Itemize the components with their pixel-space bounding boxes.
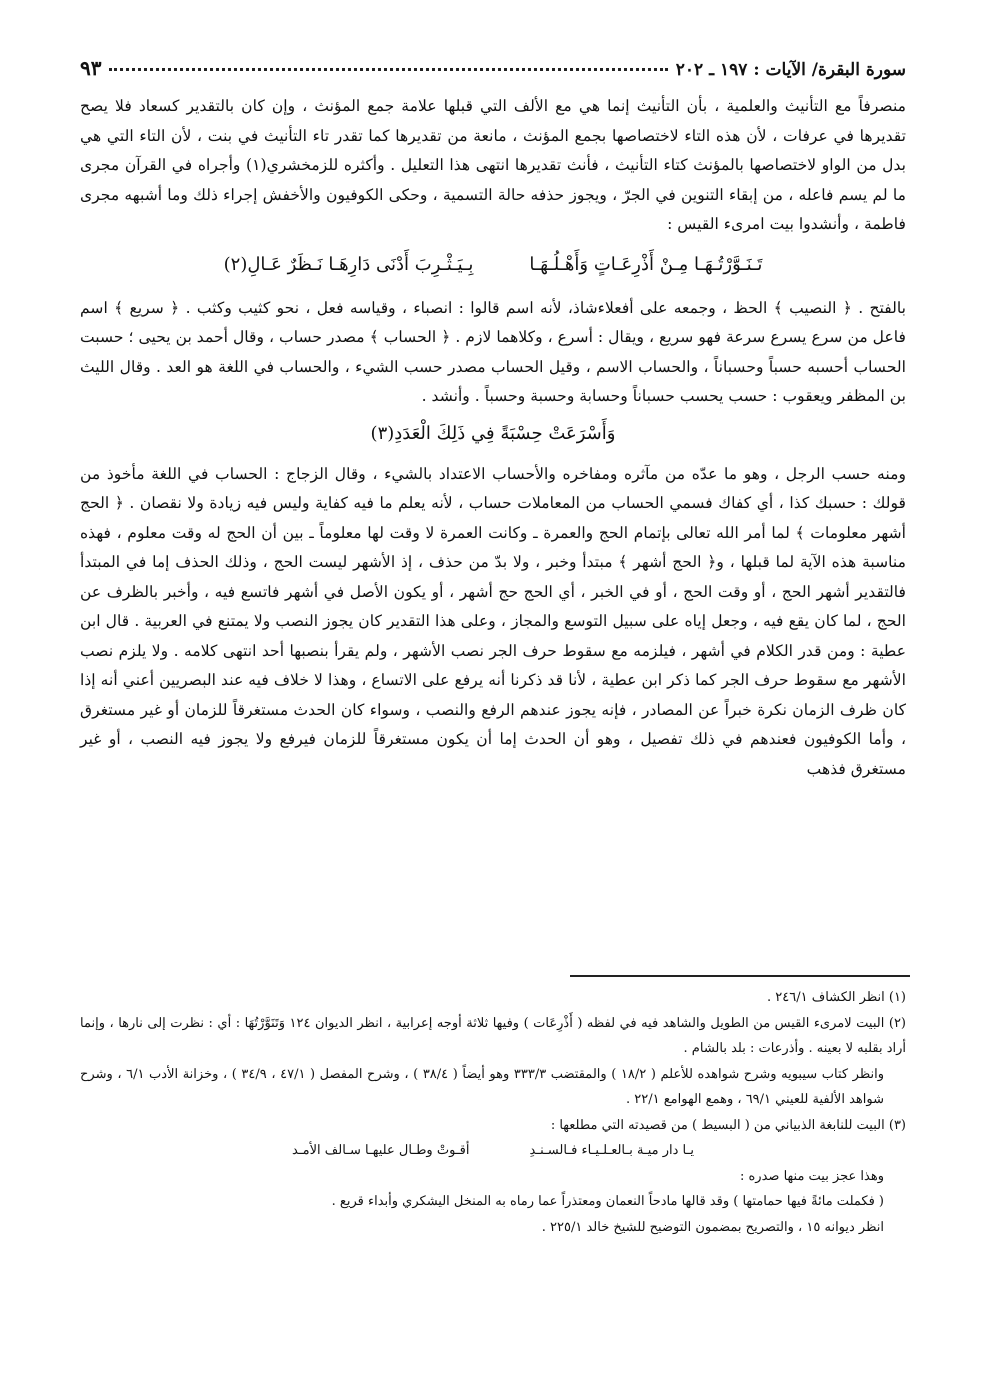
poetry-verse-2: وَأَسْرَعَتْ حِسْبَةً فِي ذَلِكَ الْعَدَدِ(٣) <box>370 422 616 444</box>
footnote-3-verse-first: يـا دار ميـة بـالعـلـيـاء فـالسـنـدِ <box>529 1143 694 1158</box>
footnote-3: (٣) البيت للنابغة الذبياني من ( البسيط ) من قصيدته التي مطلعها : <box>550 1117 906 1133</box>
verse-1-first-hemistich: تَـنَـوَّرْتُـهَـا مِـنْ أَذْرِعَـاتٍ وَأَهْـلُـهَـا <box>529 253 763 275</box>
surah-title: سورة البقرة/ الآيات : ١٩٧ ـ ٢٠٢ <box>675 60 906 80</box>
footnote-3-reference: انظر ديوانه ١٥ ، والتصريح بمضمون التوضيح للشيخ خالد ٢٢٥/١ . <box>541 1219 884 1235</box>
footnote-separator <box>570 975 910 977</box>
paragraph-3: ومنه حسب الرجل ، وهو ما عدّه من مآثره ومفاخره والأحساب الاعتداد بالشيء ، وقال الزجاج : الحساب في اللغة مأخوذ من قولك : حسبك كذا ، أي كفاك فسمي الحساب من المعاملات حساب ، لأنه يعلم ما فيه كفاية وليس فيه زيادة ولا نقصان . ﴿ الحج أشهر معلومات ﴾ لما أمر الله تعالى بإتمام الحج والعمرة ـ وكانت العمرة لا وقت لها معلوماً ـ بين أن الحج له وقت معلوم ، فهذه مناسبة هذه الآية لما قبلها ، و﴿ الحج أشهر ﴾ مبتدأ وخبر ، ولا بدّ من حذف ، إذ الأشهر ليست الحج ، وذلك الحذف إما في المبتدأ فالتقدير أشهر الحج ، أو وقت الحج ، أو في الخبر ، أي الحج حج أشهر ، أو يكون الأصل في أشهر فاتسع فيه ، وأخبر بالظرف عن الحج ، لما كان يقع فيه ، وجعل إياه على سبيل التوسع والمجاز ، وعلى هذا التقدير كان يجوز النصب ولا يمتنع في العربية . قال ابن عطية : ومن قدر الكلام في أشهر ، فيلزمه مع سقوط حرف الجر نصب الأشهر ، ولم يقرأ بنصبها أحد انتهى كلامه . ولا يلزم نصب الأشهر مع سقوط حرف الجر كما ذكر ابن عطية ، لأنا قد ذكرنا أنه يرفع على الاتساع ، وهذا لا خلاف فيه عند البصريين أعني أنه إذا كان ظرف الزمان نكرة خبراً عن المصادر ، فإنه يجوز عندهم الرفع والنصب ، وسواء كان الحدث مستغرقاً للزمان أو غير مستغرق ، وأما الكوفيون فعندهم في ذلك تفصيل ، وهو أن الحدث إما أن يكون مستغرقاً للزمان فيرفع ولا يجوز فيه النصب ، أو غير مستغرق فذهب <box>80 464 907 778</box>
poetry-verse-1 <box>80 250 906 280</box>
footnote-3-verse <box>80 1138 906 1164</box>
page-number: ٩٣ <box>80 56 102 80</box>
footnote-3-quote: ( فكملت مائةً فيها حمامتها ) وقد قالها مادحاً النعمان ومعتذراً عما رماه به المنخل اليشكري وأبداء قريع . <box>331 1194 884 1209</box>
paragraph-1: منصرفاً مع التأنيث والعلمية ، بأن التأنيث إنما هي مع الألف التي قبلها علامة جمع المؤنث ، وإن كان بالتقدير كسعاد فلا يصح تقديرها في عرفات ، لأن هذه التاء لاختصاصها بجمع المؤنث ، مانعة من تقديرها كما تقدر تاء التأنيث في بنت ، لأن التاء التي هي بدل من الواو لاختصاصها بالمؤنث كتاء التأنيث ، فأنث تقديرها انتهى هذا التعليل . وأكثره للزمخشري(١) وأجراه في القرآن مجرى ما لم يسم فاعله ، من إبقاء التنوين في الجرّ ، ويجوز حذفه حالة التسمية ، وحكى الكوفيون والأخفش إجراء ذلك وما أشبهه مجرى فاطمة ، وأنشدوا بيت امرىء القيس : <box>80 97 907 233</box>
footnotes <box>80 985 906 1240</box>
verse-1-second-hemistich: بِـيَـثْـرِبَ أَدْنَى دَارِهَـا نَـظَرٌ عَـالِ(٢) <box>223 253 474 275</box>
main-text <box>80 92 906 784</box>
footnote-3-intro: وهذا عجز بيت منها صدره : <box>739 1168 884 1184</box>
dot-leader <box>109 68 667 71</box>
running-header <box>80 56 906 82</box>
footnote-2: (٢) البيت لامرىء القيس من الطويل والشاهد فيه في لفظه ( أَذْرِعَات ) وفيها ثلاثة أوجه إعرابية ، انظر الديوان ١٢٤ وَتَنَوَّرْتُهَا : أي : نظرت إلى نارها ، وإنما أراد بقلبه لا بعينه . وأذرعات : بلد بالشام . <box>80 1015 906 1056</box>
paragraph-2: بالفتح . ﴿ النصيب ﴾ الحظ ، وجمعه على أفعلاءشاذ، لأنه اسم قالوا : انصباء ، وقياسه فعل ، نحو كثيب وكثب . ﴿ سريع ﴾ اسم فاعل من سرع يسرع سرعة فهو سريع ، ويقال : أسرع ، وكلاهما لازم . ﴿ الحساب ﴾ مصدر حساب ، وقال أحمد بن يحيى ؛ حسبت الحساب أحسبه حسباً وحسباناً ، والحساب الاسم ، وقيل الحساب مصدر حسب الشيء ، والحساب في اللغة هو العد . وقال الليث بن المظفر ويعقوب : حسب يحسب حسباناً وحسابة وحسبة وحسباً . وأنشد . <box>80 298 906 405</box>
footnote-1: (١) انظر الكشاف ٢٤٦/١ . <box>767 990 906 1005</box>
footnote-2-continued: وانظر كتاب سيبويه وشرح شواهده للأعلم ( ١٨/٢ ) والمقتضب ٣٣٣/٣ وهو أيضاً ( ٣٨/٤ ) ، وشرح المفصل ( ٤٧/١ ، ٣٤/٩ ) ، وخزانة الأدب ٦/١ ، وشرح شواهد الألفية للعيني ٦٩/١ ، وهمع الهوامع ٢٢/١ . <box>80 1066 884 1107</box>
footnote-3-verse-second: أقـوتْ وطـال عليهـا سـالف الأمـد <box>292 1143 470 1158</box>
